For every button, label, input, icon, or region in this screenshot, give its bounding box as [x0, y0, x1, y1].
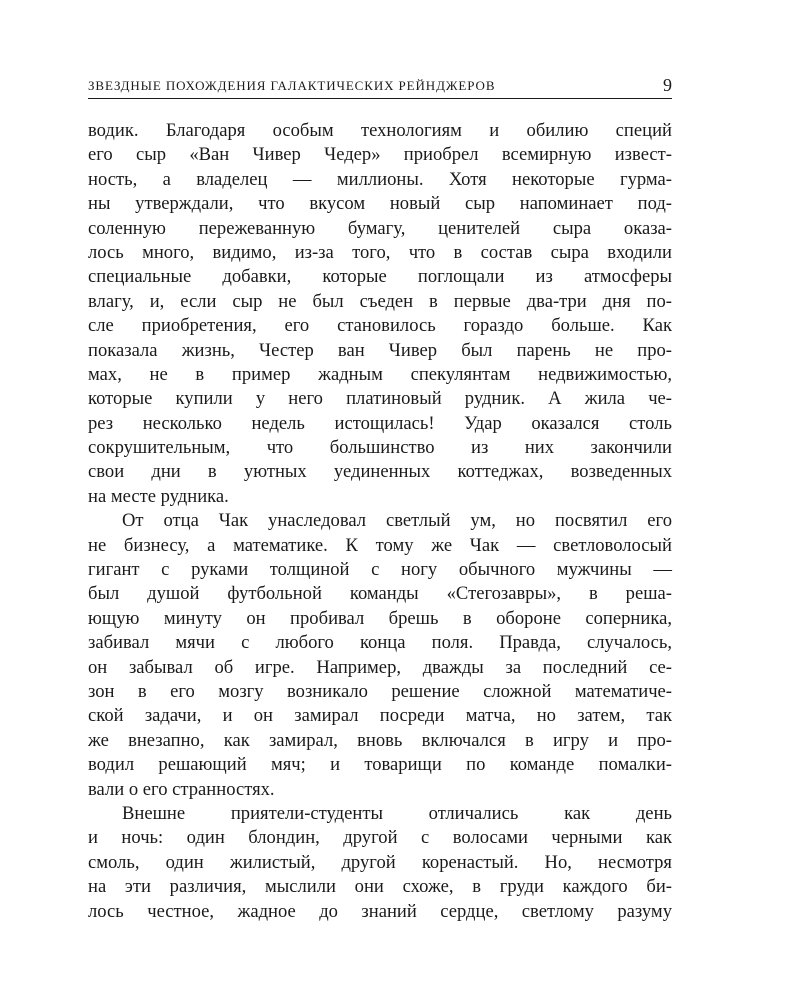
text-line: ющую минуту он пробивал брешь в обороне соперника,: [88, 607, 672, 629]
text-line: От отца Чак унаследовал светлый ум, но посвятил его: [122, 510, 672, 532]
text-line: лось много, видимо, из-за того, что в состав сыра входили: [88, 241, 672, 263]
text-line: и ночь: один блондин, другой с волосами черными как: [88, 827, 672, 849]
body-text: [88, 119, 672, 924]
text-line: зон в его мозгу возникало решение сложной математиче-: [88, 680, 672, 702]
paragraph: [88, 802, 672, 924]
text-line: ность, а владелец — миллионы. Хотя некоторые гурма-: [88, 168, 672, 190]
running-header: [88, 72, 672, 99]
text-line: был душой футбольной команды «Стегозавры», в реша-: [88, 583, 672, 605]
text-line: Внешне приятели-студенты отличались как день: [122, 802, 672, 824]
text-line: ны утверждали, что вкусом новый сыр напоминает под-: [88, 193, 672, 215]
text-line: он забывал об игре. Например, дважды за последний се-: [88, 656, 672, 678]
text-line: свои дни в уютных уединенных коттеджах, возведенных: [88, 461, 672, 483]
text-line: специальные добавки, которые поглощали из атмосферы: [88, 266, 672, 288]
text-line: вали о его странностях.: [88, 778, 275, 800]
book-page: [88, 72, 672, 924]
page-number: 9: [663, 75, 672, 95]
text-line: соленную пережеванную бумагу, ценителей сыра оказа-: [88, 217, 672, 239]
text-line: сокрушительным, что большинство из них закончили: [88, 437, 672, 459]
running-title: ЗВЕЗДНЫЕ ПОХОЖДЕНИЯ ГАЛАКТИЧЕСКИХ РЕЙНДЖЕРОВ: [88, 78, 496, 93]
text-line: гигант с руками толщиной с ногу обычного мужчины —: [88, 559, 672, 581]
text-line: его сыр «Ван Чивер Чедер» приобрел всемирную извест-: [88, 144, 672, 166]
text-line: которые купили у него платиновый рудник. А жила че-: [88, 388, 672, 410]
text-line: мах, не в пример жадным спекулянтам недвижимостью,: [88, 363, 672, 385]
text-line: водик. Благодаря особым технологиям и обилию специй: [88, 120, 672, 141]
paragraph: [88, 119, 672, 509]
text-line: на месте рудника.: [88, 485, 229, 507]
text-line: смоль, один жилистый, другой коренастый. Но, несмотря: [88, 851, 672, 873]
text-line: же внезапно, как замирал, вновь включался в игру и про-: [88, 729, 672, 751]
text-line: не бизнесу, а математике. К тому же Чак — светловолосый: [88, 534, 672, 556]
text-line: влагу, и, если сыр не был съеден в первые два-три дня по-: [88, 290, 672, 312]
paragraph: [88, 509, 672, 802]
text-line: сле приобретения, его становилось гораздо больше. Как: [88, 315, 672, 337]
text-line: лось честное, жадное до знаний сердце, светлому разуму: [88, 900, 672, 922]
text-line: ской задачи, и он замирал посреди матча, но затем, так: [88, 705, 672, 727]
text-line: показала жизнь, Честер ван Чивер был парень не про-: [88, 339, 672, 361]
text-line: водил решающий мяч; и товарищи по команде помалки-: [88, 754, 672, 776]
text-line: рез несколько недель истощилась! Удар оказался столь: [88, 412, 672, 434]
text-line: на эти различия, мыслили они схоже, в груди каждого би-: [88, 876, 672, 898]
text-line: забивал мячи с любого конца поля. Правда, случалось,: [88, 632, 672, 654]
